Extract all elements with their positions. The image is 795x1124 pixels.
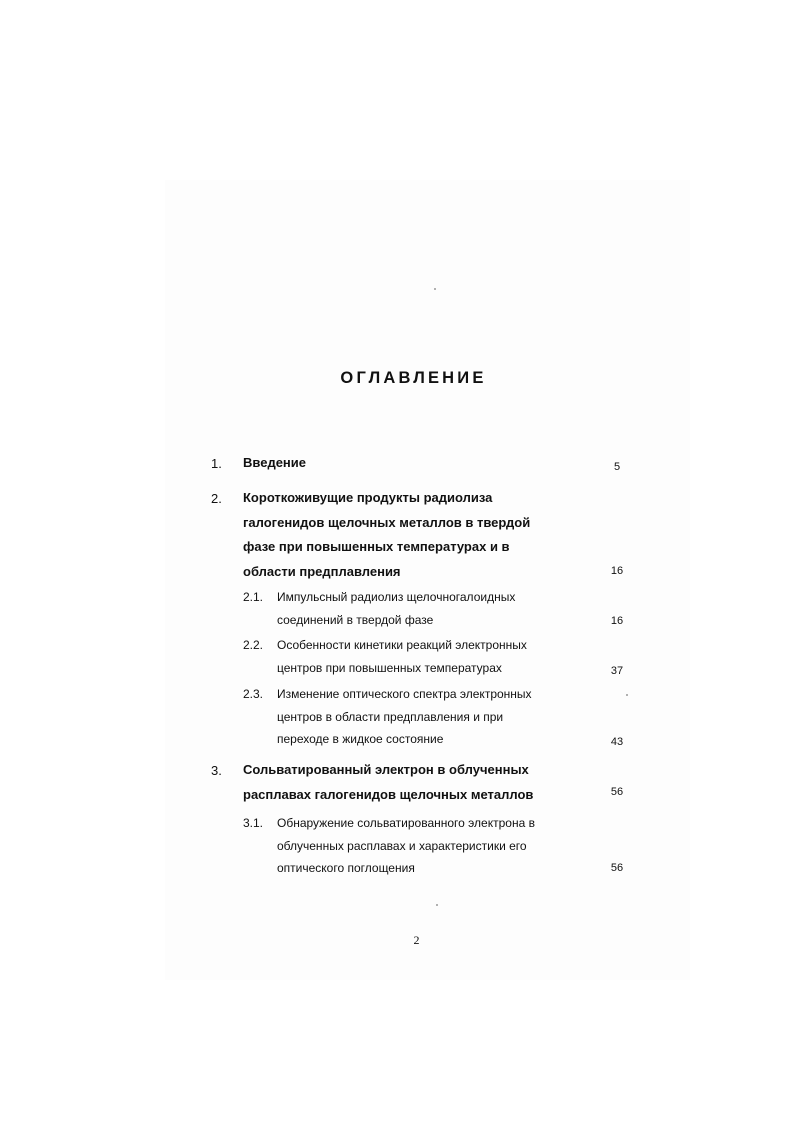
entry-number: 2.2.: [243, 638, 264, 652]
entry-title: Короткоживущие продукты радиолиза галогенидов щелочных металлов в твердой фазе при повышенных температурах и в области предплавления: [243, 490, 531, 580]
entry-number: 3.: [211, 763, 222, 778]
entry-title: Сольватированный электрон в облученных расплавах галогенидов щелочных металлов: [243, 762, 534, 802]
entry-number: 1.: [211, 456, 222, 471]
scan-dust-speck: [434, 288, 436, 290]
scan-dust-speck: [626, 694, 628, 696]
entry-page: 43: [610, 736, 624, 748]
entry-title: Импульсный радиолиз щелочногалоидных соединений в твердой фазе: [277, 590, 516, 627]
entry-number: 2.1.: [243, 590, 264, 604]
entry-number: 2.3.: [243, 687, 264, 701]
entry-number: 3.1.: [243, 816, 264, 830]
entry-number: 2.: [211, 491, 222, 506]
entry-title: Обнаружение сольватированного электрона в облученных расплавах и характеристики его оптического поглощения: [277, 816, 535, 875]
page-number: 2: [413, 933, 420, 947]
entry-page: 5: [613, 461, 621, 473]
entry-title: Изменение оптического спектра электронных центров в области предплавления и при переходе в жидкое состояние: [277, 687, 532, 746]
entry-page: 56: [610, 862, 624, 874]
entry-page: 16: [610, 615, 624, 627]
entry-page: 56: [610, 786, 624, 798]
scan-dust-speck: [436, 904, 438, 906]
entry-title: Введение: [243, 455, 306, 470]
entry-page: 37: [610, 665, 624, 677]
entry-title: Особенности кинетики реакций электронных центров при повышенных температурах: [277, 638, 527, 675]
toc-title: ОГЛАВЛЕНИЕ: [340, 369, 487, 387]
entry-page: 16: [610, 565, 624, 577]
